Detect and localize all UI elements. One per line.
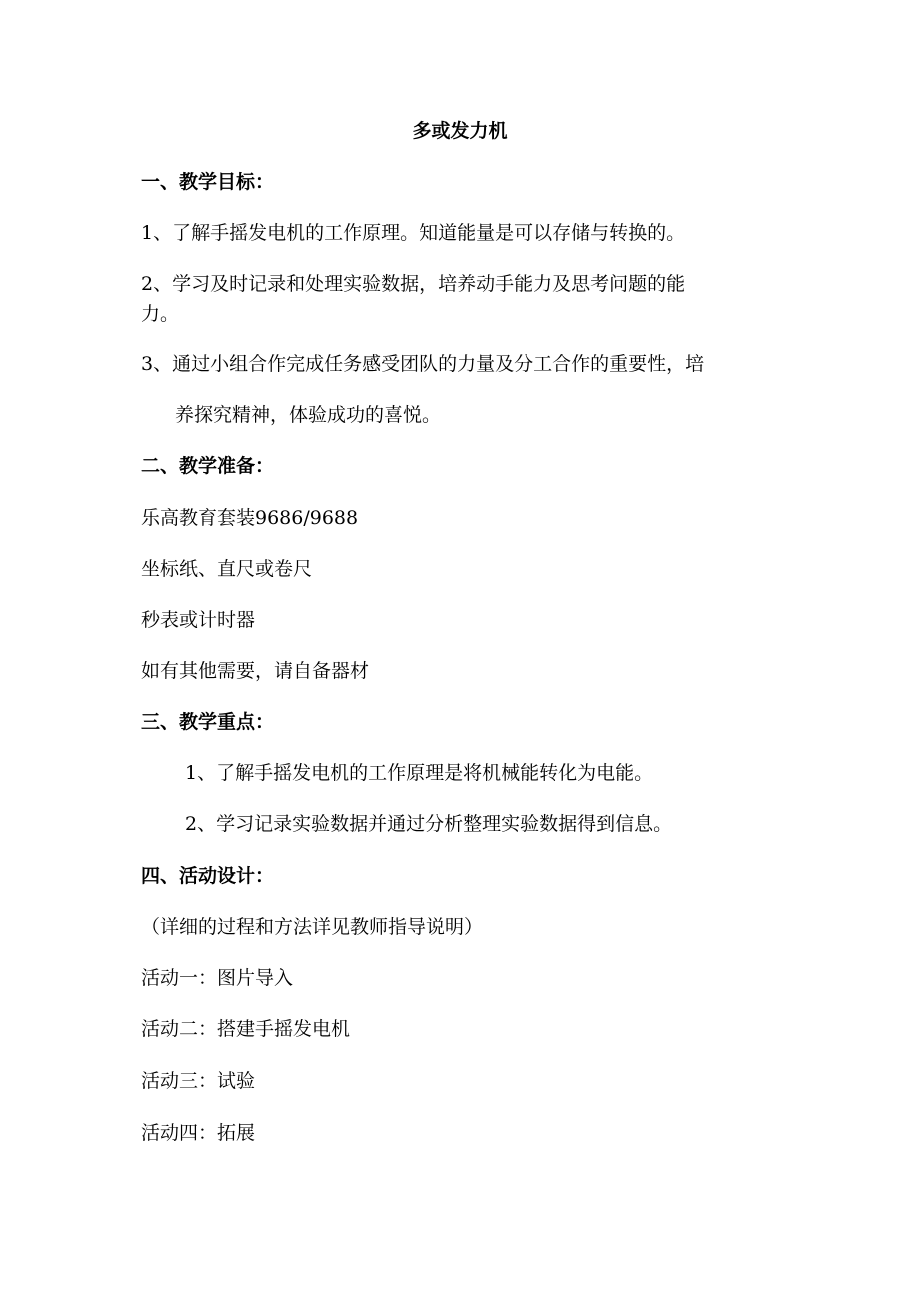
key-point-item-2: 2、学习记录实验数据并通过分析整理实验数据得到信息。 <box>185 813 673 835</box>
objective-item-3-continuation: 养探究精神，体验成功的喜悦。 <box>175 404 442 426</box>
preparation-heading: 二、教学准备： <box>141 455 275 477</box>
activity-item-4: 活动四：拓展 <box>141 1122 256 1144</box>
activity-item-3: 活动三：试验 <box>141 1070 256 1092</box>
activities-note: （详细的过程和方法详见教师指导说明） <box>141 916 484 938</box>
document-title: 多或发力机 <box>412 120 508 142</box>
objective-item-3: 3、通过小组合作完成任务感受团队的力量及分工合作的重要性，培 <box>141 353 705 375</box>
objectives-heading: 一、教学目标： <box>141 171 275 193</box>
key-point-item-1: 1、了解手摇发电机的工作原理是将机械能转化为电能。 <box>185 762 654 784</box>
objective-item-1: 1、了解手摇发电机的工作原理。知道能量是可以存储与转换的。 <box>141 222 686 244</box>
preparation-item-timer: 秒表或计时器 <box>141 609 256 631</box>
objective-item-2-continuation: 力。 <box>141 303 180 325</box>
preparation-item-paper: 坐标纸、直尺或卷尺 <box>141 558 313 580</box>
activities-heading: 四、活动设计： <box>141 865 275 887</box>
preparation-item-kit: 乐高教育套装9686/9688 <box>141 507 359 529</box>
key-points-heading: 三、教学重点： <box>141 711 275 733</box>
preparation-item-other: 如有其他需要，请自备器材 <box>141 660 370 682</box>
activity-item-2: 活动二：搭建手摇发电机 <box>141 1018 351 1040</box>
activity-item-1: 活动一：图片导入 <box>141 967 294 989</box>
objective-item-2: 2、学习及时记录和处理实验数据，培养动手能力及思考问题的能 <box>141 273 686 295</box>
